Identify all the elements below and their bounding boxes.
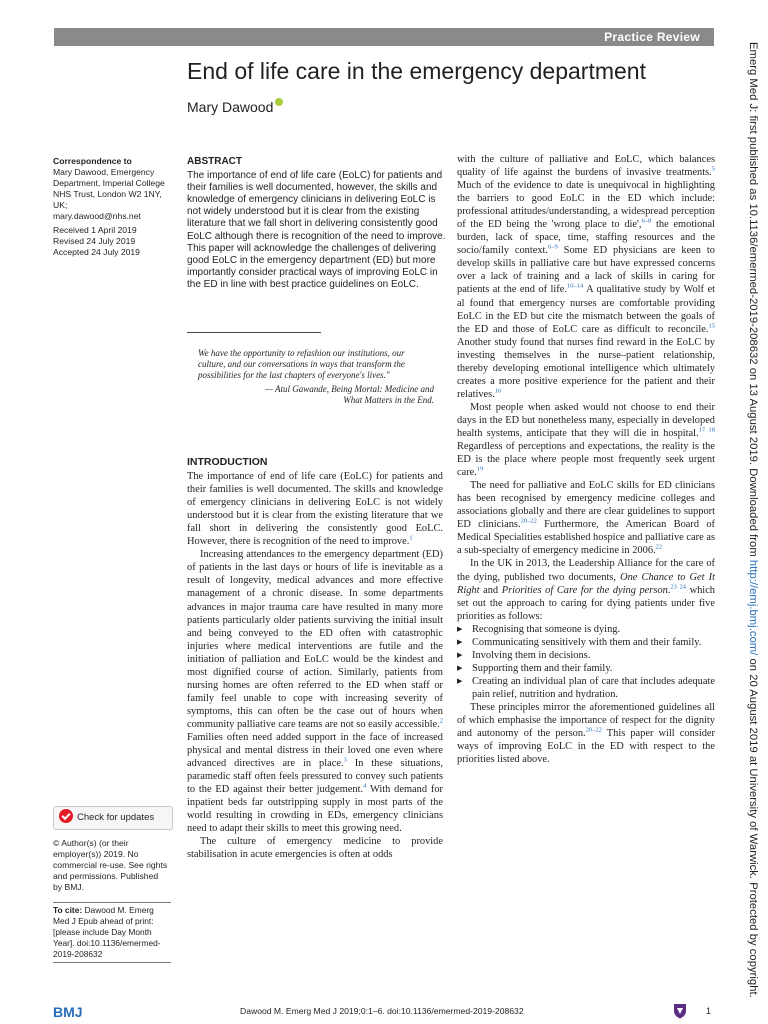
bmj-logo: BMJ xyxy=(53,1004,83,1020)
shield-icon xyxy=(673,1003,687,1019)
license-line: and permissions. Published xyxy=(53,871,159,881)
received-date: Received 1 April 2019 xyxy=(53,225,137,235)
text-run: Some ED physicians are keen to develop skills in palliative care but have expressed concerns over a lack of training and a lack of skills in caring for patients at the end of life. xyxy=(457,245,715,296)
paragraph xyxy=(457,153,715,401)
paragraph xyxy=(457,557,715,622)
journal-link[interactable]: http://emj.bmj.com/ xyxy=(747,559,759,656)
to-cite-text: Dawood M. Emerg Med J Epub ahead of print: [please include Day Month Year]. doi:10.1136/emermed-2019-208632 xyxy=(53,905,161,959)
epigraph-attribution: What Matters in the End. xyxy=(343,394,434,405)
text-run: Increasing attendances to the emergency department (ED) of patients in the last days or hours of life is inevitable as a result of longevity, medical advances and more effective management of a chronic disease. In some departments advances in major trauma care have resulted in many more patients particularly older patients surviving the initial insult and being conveyed to the ED often with catastrophic injuries where medical interventions are futile and the initiation of palliation and EoLC would be the kindest and most dignified course of action. Similarly, patients from nursing homes are often referred to the ED when staff or family feel unable to cope with increasing severity of symptoms, this can often be the case out of hours when community palliative care teams are not so easily accessible. xyxy=(187,549,443,730)
article-title: End of life care in the emergency department xyxy=(187,58,646,84)
reference-link[interactable]: 10–14 xyxy=(566,283,584,290)
text-run: A qualitative study by Wolf et al found that emergency nurses are comfortable providing EoLC in the ED but cite the mismatch between the goals of the ED and those of EoLC care as difficult to reconcile. xyxy=(457,284,715,335)
crossmark-icon xyxy=(59,809,73,823)
author-name: Mary Dawood xyxy=(187,99,274,115)
side-note xyxy=(731,42,761,1014)
reference-link[interactable]: 6–8 xyxy=(641,217,652,225)
text-run: The importance of end of life care (EoLC) for patients and their families is well documented. The skills and knowledge of emergency clinicians in delivering EoLC is not widely understood but it is clear from the existing literature that we fall short in delivering the consistently good EoLC. However, there is recognition of the need to improve. xyxy=(187,471,443,548)
text-run: . xyxy=(667,584,671,596)
check-for-updates-button[interactable] xyxy=(53,806,173,830)
text-run: Much of the evidence to date is unequivocal in highlighting the barriers to good EoLC in the ED which include: professional attitudes/understanding, a widespread perception of the ED being the 'wrong place to die', xyxy=(457,180,715,231)
list-item: ▶ Creating an individual plan of care that includes adequate pain relief, nutrition and hydration. xyxy=(457,675,715,701)
reference-link[interactable]: 3 xyxy=(343,756,347,764)
revised-date: Revised 24 July 2019 xyxy=(53,236,136,246)
body-column-1 xyxy=(187,456,443,861)
reference-link[interactable]: 16 xyxy=(494,387,502,395)
text-run: and xyxy=(479,584,502,596)
reference-link[interactable]: 20–22 xyxy=(585,726,602,734)
text-run: on 20 August 2019 at University of Warwick. Protected by copyright. xyxy=(747,655,759,998)
paragraph xyxy=(187,548,443,835)
text-run: Regardless of perceptions and expectations, the reality is the ED is the place where people most frequently seek urgent care. xyxy=(457,441,715,479)
correspondence-block xyxy=(53,156,175,222)
correspondence-line: Mary Dawood, Emergency xyxy=(53,167,155,177)
reference-link[interactable]: 19 xyxy=(476,465,484,473)
priorities-list xyxy=(457,623,715,701)
author-line xyxy=(187,98,283,115)
document-title: Priorities of Care for the dying person xyxy=(501,584,668,596)
license-line: employer(s)) 2019. No xyxy=(53,849,139,859)
epigraph xyxy=(198,348,434,406)
list-item: ▶ Involving them in decisions. xyxy=(457,649,715,662)
paragraph xyxy=(457,701,715,766)
abstract-divider xyxy=(187,332,321,333)
text-run: with the culture of palliative and EoLC, which balances quality of life against the burdens of invasive treatments. xyxy=(457,154,715,179)
reference-link[interactable]: 2 xyxy=(439,717,443,725)
abstract xyxy=(187,156,447,291)
reference-link[interactable]: 20–22 xyxy=(520,517,537,525)
dates-block xyxy=(53,225,175,258)
to-cite-label: To cite: xyxy=(53,905,83,915)
license-line: by BMJ. xyxy=(53,882,85,892)
reference-link[interactable]: 4 xyxy=(363,782,367,790)
paragraph xyxy=(457,401,715,479)
correspondence-line: NHS Trust, London W2 1NY, UK; xyxy=(53,189,162,210)
text-run: The need for palliative and EoLC skills for ED clinicians has been recognised by emergency medicine colleges and associations globally and there are clear guidelines to support ED clinicians. xyxy=(457,480,715,531)
correspondence-label: Correspondence to xyxy=(53,156,132,166)
to-cite-block xyxy=(53,902,171,963)
footer-citation: Dawood M. Emerg Med J 2019;0:1–6. doi:10.1136/emermed-2019-208632 xyxy=(240,1006,524,1016)
license-line: commercial re-use. See rights xyxy=(53,860,168,870)
list-item: ▶ Recognising that someone is dying. xyxy=(457,623,715,636)
license-block xyxy=(53,838,175,893)
correspondence-email[interactable]: mary.dawood@nhs.net xyxy=(53,211,141,221)
text-run: which set out the approach to caring for dying patients under five priorities as follows: xyxy=(457,584,716,622)
text-run: Another study found that nurses find reward in the EoLC by investing themselves in the nurse–patient relationship, thereby developing emotional intelligence which ultimately creates a more positive experience for the patient and their relatives. xyxy=(457,336,715,400)
document-title: One Chance to Get It Right xyxy=(457,571,715,596)
text-run: Families often need added support in the face of increased physical and mental distress in their loved one even where advanced directives are in place. xyxy=(187,731,443,770)
text-run: With demand for inpatient beds far outstripping supply in most parts of the world resulting in crowding in EDs, emergency clinicians need to adapt their skills to meet this growing need. xyxy=(187,784,443,835)
introduction-heading: INTRODUCTION xyxy=(187,456,268,468)
abstract-text: The importance of end of life care (EoLC) for patients and their families is well documented, however, the skills and knowledge of emergency clinicians in delivering EoLC is not widely understood but it is clear from the existing literature that we fall short in delivering consistently good EoLC although there is recognition of the need to improve. This paper will acknowledge the challenges of delivering good EoLC in the emergency department (ED) but more importantly consider practical ways of improving EoLC in the ED in line with best practice guidelines on EoLC. xyxy=(187,170,446,290)
list-item: ▶ Communicating sensitively with them and their family. xyxy=(457,636,715,649)
text-run: In the UK in 2013, the Leadership Alliance for the care of the dying, published two documents, xyxy=(457,558,715,583)
correspondence-line: Department, Imperial College xyxy=(53,178,165,188)
download-note xyxy=(745,42,759,1014)
epigraph-attribution: — Atul Gawande, Being Mortal: Medicine and xyxy=(264,383,434,394)
section-bar xyxy=(54,28,714,46)
reference-link[interactable]: 6–9 xyxy=(548,243,558,251)
text-run: Most people when asked would not choose to end their days in the ED but nonetheless many, especially in developed health systems, anticipate that they will die in hospital. xyxy=(457,401,715,439)
body-column-2 xyxy=(457,153,715,766)
paragraph xyxy=(457,479,715,557)
text-run: Emerg Med J: first published as 10.1136/emermed-2019-208632 on 13 August 2019. Downloaded from xyxy=(747,42,759,560)
orcid-icon[interactable] xyxy=(275,98,283,106)
section-label: Practice Review xyxy=(604,30,700,44)
paragraph xyxy=(187,470,443,548)
text-run: These principles mirror the aforementioned guidelines all of which emphasise the importance of respect for the dignity and autonomy of the person. xyxy=(457,701,715,740)
reference-link[interactable]: 17 18 xyxy=(698,426,715,434)
paragraph: The culture of emergency medicine to provide stabilisation in acute emergencies is often at odds xyxy=(187,836,443,861)
reference-link[interactable]: 23 24 xyxy=(670,583,687,591)
reference-link[interactable]: 22 xyxy=(655,543,663,551)
license-line: © Author(s) (or their xyxy=(53,838,129,848)
page-number: 1 xyxy=(706,1006,712,1016)
epigraph-text: We have the opportunity to refashion our institutions, our culture, and our conversations in ways that transform the possibilities for the last chapters of everyone's lives." xyxy=(198,348,405,381)
abstract-heading: ABSTRACT xyxy=(187,156,242,167)
text-run: In these situations, paramedic staff often feels pressured to convey such patients to the ED against their better judgement. xyxy=(187,758,443,796)
text-run: the emotional burden, lack of space, time, staffing resources and the socio/family context. xyxy=(457,219,715,257)
reference-link[interactable]: 1 xyxy=(409,534,413,542)
text-run: Furthermore, the American Board of Medical Specialities established hospice and palliative care as a sub-specialty of emergency medicine in 2006. xyxy=(457,519,715,557)
list-item: ▶ Supporting them and their family. xyxy=(457,662,715,675)
check-for-updates-label: Check for updates xyxy=(77,812,155,823)
accepted-date: Accepted 24 July 2019 xyxy=(53,247,140,257)
text-run: This paper will consider ways of improving EoLC in the ED with respect to the priorities listed above. xyxy=(457,728,715,766)
reference-link[interactable]: 5 xyxy=(711,165,715,173)
reference-link[interactable]: 15 xyxy=(708,322,715,330)
